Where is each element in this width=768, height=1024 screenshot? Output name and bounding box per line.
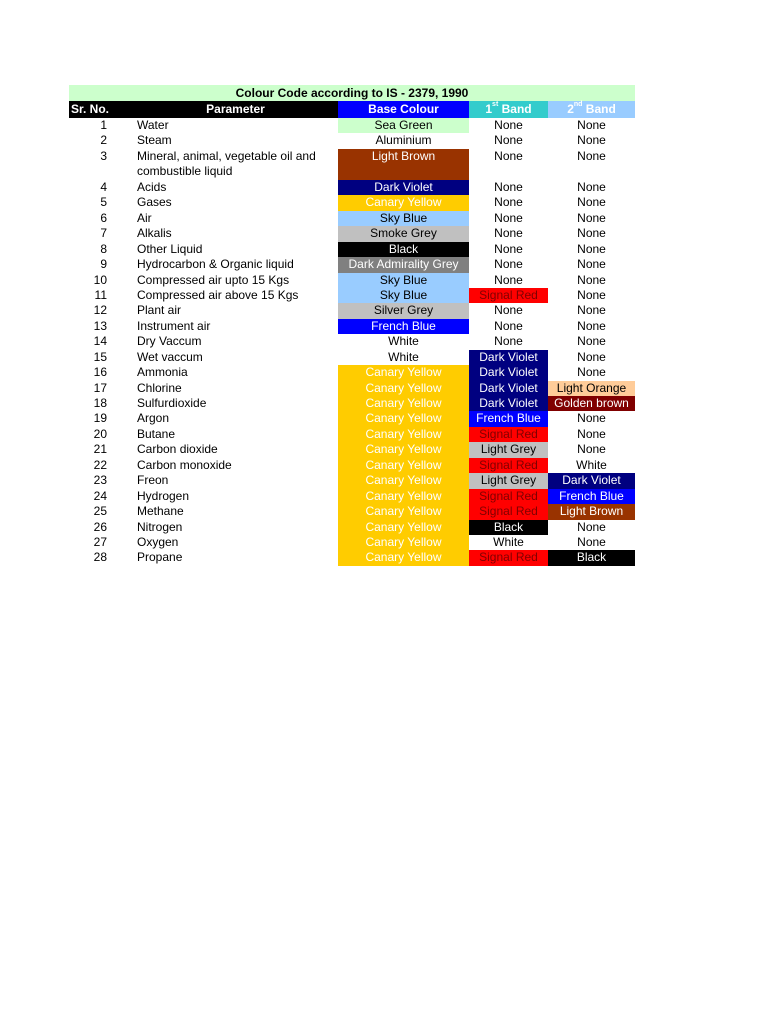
table-row — [69, 520, 635, 535]
base-colour-cell: Canary Yellow — [338, 535, 469, 550]
base-colour-cell: White — [338, 334, 469, 349]
base-colour-cell: Canary Yellow — [338, 473, 469, 488]
parameter-cell: Carbon dioxide — [137, 442, 218, 457]
base-colour-cell: Sea Green — [338, 118, 469, 133]
table-row — [69, 133, 635, 148]
first-band-cell: Signal Red — [469, 489, 548, 504]
parameter-cell: Instrument air — [137, 318, 211, 333]
table-row — [69, 226, 635, 241]
parameter-cell: Oxygen — [137, 534, 179, 549]
sr-no-cell: 9 — [100, 257, 107, 272]
table-row — [69, 458, 635, 473]
first-band-cell: None — [469, 257, 548, 272]
base-colour-cell: Aluminium — [338, 133, 469, 148]
base-colour-cell: Canary Yellow — [338, 365, 469, 380]
parameter-cell: Alkalis — [137, 226, 172, 241]
colour-code-sheet — [69, 85, 635, 566]
second-band-cell: None — [548, 319, 635, 334]
first-band-cell: None — [469, 273, 548, 288]
first-band-cell: Signal Red — [469, 458, 548, 473]
base-colour-cell: Canary Yellow — [338, 520, 469, 535]
second-band-cell: None — [548, 195, 635, 210]
table-row — [69, 411, 635, 426]
base-colour-cell: Canary Yellow — [338, 550, 469, 565]
second-band-cell: None — [548, 133, 635, 148]
base-colour-cell: Smoke Grey — [338, 226, 469, 241]
header-second-band-word: Band — [582, 102, 616, 116]
sr-no-cell: 10 — [93, 272, 107, 287]
header-first-band — [469, 101, 548, 118]
table-row — [69, 381, 635, 396]
header-parameter: Parameter — [133, 101, 338, 118]
sr-no-cell: 4 — [100, 179, 107, 194]
second-band-cell: White — [548, 458, 635, 473]
base-colour-cell: French Blue — [338, 319, 469, 334]
parameter-cell: Hydrogen — [137, 488, 190, 503]
table-row — [69, 442, 635, 457]
sr-no-cell: 5 — [100, 195, 107, 210]
table-row — [69, 319, 635, 334]
parameter-cell: Argon — [137, 411, 170, 426]
first-band-cell: Signal Red — [469, 550, 548, 565]
sr-no-cell: 20 — [93, 426, 107, 441]
parameter-cell: Gases — [137, 195, 172, 210]
second-band-cell: Golden brown — [548, 396, 635, 411]
first-band-cell: Dark Violet — [469, 381, 548, 396]
first-band-cell: Signal Red — [469, 504, 548, 519]
parameter-cell: Plant air — [137, 303, 182, 318]
table-row — [69, 489, 635, 504]
parameter-cell: Butane — [137, 426, 176, 441]
table-row — [69, 211, 635, 226]
sr-no-cell: 16 — [93, 365, 107, 380]
header-first-band-word: Band — [498, 102, 532, 116]
second-band-cell: None — [548, 180, 635, 195]
first-band-cell: None — [469, 211, 548, 226]
header-second-band-sup: nd — [573, 101, 583, 108]
table-row — [69, 195, 635, 210]
sr-no-cell: 3 — [100, 148, 107, 163]
first-band-cell: Signal Red — [469, 288, 548, 303]
table-row — [69, 427, 635, 442]
header-second-band — [548, 101, 635, 118]
second-band-cell: None — [548, 365, 635, 380]
header-row — [69, 101, 635, 118]
sr-no-cell: 27 — [93, 534, 107, 549]
base-colour-cell: Canary Yellow — [338, 381, 469, 396]
base-colour-cell: Canary Yellow — [338, 427, 469, 442]
second-band-cell: None — [548, 442, 635, 457]
sr-no-cell: 8 — [100, 241, 107, 256]
table-row — [69, 504, 635, 519]
header-sr-no: Sr. No. — [69, 101, 133, 118]
sr-no-cell: 18 — [93, 396, 107, 410]
parameter-cell: Dry Vaccum — [137, 334, 202, 349]
second-band-cell: Dark Violet — [548, 473, 635, 488]
second-band-cell: None — [548, 350, 635, 365]
base-colour-cell: Canary Yellow — [338, 396, 469, 411]
table-body — [69, 118, 635, 566]
first-band-cell: White — [469, 535, 548, 550]
sheet-title: Colour Code according to IS - 2379, 1990 — [69, 85, 635, 101]
first-band-cell: None — [469, 242, 548, 257]
second-band-cell: Light Orange — [548, 381, 635, 396]
header-first-band-num: 1 — [485, 102, 493, 116]
second-band-cell: None — [548, 520, 635, 535]
sr-no-cell: 23 — [93, 473, 107, 488]
table-row — [69, 350, 635, 365]
first-band-cell: Dark Violet — [469, 396, 548, 411]
base-colour-cell: Canary Yellow — [338, 411, 469, 426]
parameter-cell: Hydrocarbon & Organic liquid — [137, 257, 294, 272]
table-row — [69, 273, 635, 288]
header-base-colour: Base Colour — [338, 101, 469, 118]
first-band-cell: None — [469, 195, 548, 210]
parameter-cell: Freon — [137, 473, 169, 488]
base-colour-cell: Canary Yellow — [338, 504, 469, 519]
table-row — [69, 303, 635, 318]
first-band-cell: Black — [469, 520, 548, 535]
parameter-cell: Air — [137, 210, 152, 225]
second-band-cell: None — [548, 118, 635, 133]
parameter-cell: Ammonia — [137, 365, 188, 380]
sr-no-cell: 21 — [93, 442, 107, 457]
first-band-cell: None — [469, 133, 548, 148]
table-row — [69, 242, 635, 257]
base-colour-cell: Sky Blue — [338, 273, 469, 288]
first-band-cell: None — [469, 334, 548, 349]
second-band-cell: Black — [548, 550, 635, 565]
base-colour-cell: Sky Blue — [338, 288, 469, 303]
sr-no-cell: 2 — [100, 133, 107, 148]
second-band-cell: None — [548, 226, 635, 241]
parameter-cell: Acids — [137, 179, 167, 194]
parameter-cell: Water — [137, 118, 169, 132]
sr-no-cell: 7 — [100, 226, 107, 241]
second-band-cell: None — [548, 411, 635, 426]
first-band-cell: Light Grey — [469, 442, 548, 457]
base-colour-cell: Dark Admirality Grey — [338, 257, 469, 272]
second-band-cell: None — [548, 242, 635, 257]
table-row — [69, 473, 635, 488]
table-row — [69, 550, 635, 565]
second-band-cell: French Blue — [548, 489, 635, 504]
table-row — [69, 118, 635, 133]
first-band-cell: None — [469, 149, 548, 180]
parameter-cell: Methane — [137, 504, 184, 519]
base-colour-cell: Canary Yellow — [338, 458, 469, 473]
sr-no-cell: 17 — [93, 380, 107, 395]
sr-no-cell: 12 — [93, 303, 107, 318]
base-colour-cell: Canary Yellow — [338, 489, 469, 504]
table-row — [69, 180, 635, 195]
colour-code-table — [69, 101, 635, 566]
second-band-cell: None — [548, 211, 635, 226]
parameter-cell: Other Liquid — [137, 241, 203, 256]
second-band-cell: None — [548, 334, 635, 349]
first-band-cell: None — [469, 319, 548, 334]
first-band-cell: None — [469, 226, 548, 241]
base-colour-cell: Silver Grey — [338, 303, 469, 318]
sr-no-cell: 11 — [94, 287, 107, 302]
second-band-cell: None — [548, 427, 635, 442]
second-band-cell: None — [548, 149, 635, 180]
first-band-cell: French Blue — [469, 411, 548, 426]
sr-no-cell: 1 — [100, 118, 107, 132]
table-row — [69, 257, 635, 272]
parameter-cell: Sulfurdioxide — [137, 396, 207, 410]
first-band-cell: None — [469, 118, 548, 133]
first-band-cell: None — [469, 180, 548, 195]
sr-no-cell: 15 — [93, 349, 107, 364]
table-row — [69, 334, 635, 349]
first-band-cell: Dark Violet — [469, 365, 548, 380]
table-row — [69, 396, 635, 411]
sr-no-cell: 14 — [93, 334, 107, 349]
parameter-cell: Carbon monoxide — [137, 457, 232, 472]
parameter-cell: Chlorine — [137, 380, 182, 395]
base-colour-cell: Sky Blue — [338, 211, 469, 226]
base-colour-cell: White — [338, 350, 469, 365]
parameter-cell: Compressed air above 15 Kgs — [137, 287, 299, 302]
first-band-cell: None — [469, 303, 548, 318]
second-band-cell: None — [548, 273, 635, 288]
sr-no-cell: 19 — [93, 411, 107, 426]
sr-no-cell: 26 — [93, 519, 107, 534]
sr-no-cell: 6 — [100, 210, 107, 225]
second-band-cell: None — [548, 257, 635, 272]
parameter-cell: Nitrogen — [137, 519, 183, 534]
table-row — [69, 149, 635, 180]
header-first-band-sup: st — [492, 101, 499, 108]
table-row — [69, 288, 635, 303]
base-colour-cell: Canary Yellow — [338, 195, 469, 210]
parameter-cell: Compressed air upto 15 Kgs — [137, 272, 290, 287]
first-band-cell: Light Grey — [469, 473, 548, 488]
sr-no-cell: 28 — [93, 550, 107, 565]
sr-no-cell: 24 — [93, 488, 107, 503]
parameter-cell: Mineral, animal, vegetable oil and combustible liquid — [137, 148, 316, 178]
sr-no-cell: 25 — [93, 504, 107, 519]
parameter-cell: Steam — [137, 133, 172, 148]
base-colour-cell: Light Brown — [338, 149, 469, 180]
first-band-cell: Signal Red — [469, 427, 548, 442]
base-colour-cell: Dark Violet — [338, 180, 469, 195]
base-colour-cell: Black — [338, 242, 469, 257]
table-row — [69, 365, 635, 380]
header-second-band-num: 2 — [567, 102, 574, 116]
sr-no-cell: 13 — [93, 318, 107, 333]
first-band-cell: Dark Violet — [469, 350, 548, 365]
second-band-cell: None — [548, 288, 635, 303]
sr-no-cell: 22 — [93, 457, 107, 472]
base-colour-cell: Canary Yellow — [338, 442, 469, 457]
second-band-cell: None — [548, 303, 635, 318]
parameter-cell: Propane — [137, 550, 183, 565]
parameter-cell: Wet vaccum — [137, 349, 203, 364]
table-row — [69, 535, 635, 550]
second-band-cell: None — [548, 535, 635, 550]
second-band-cell: Light Brown — [548, 504, 635, 519]
